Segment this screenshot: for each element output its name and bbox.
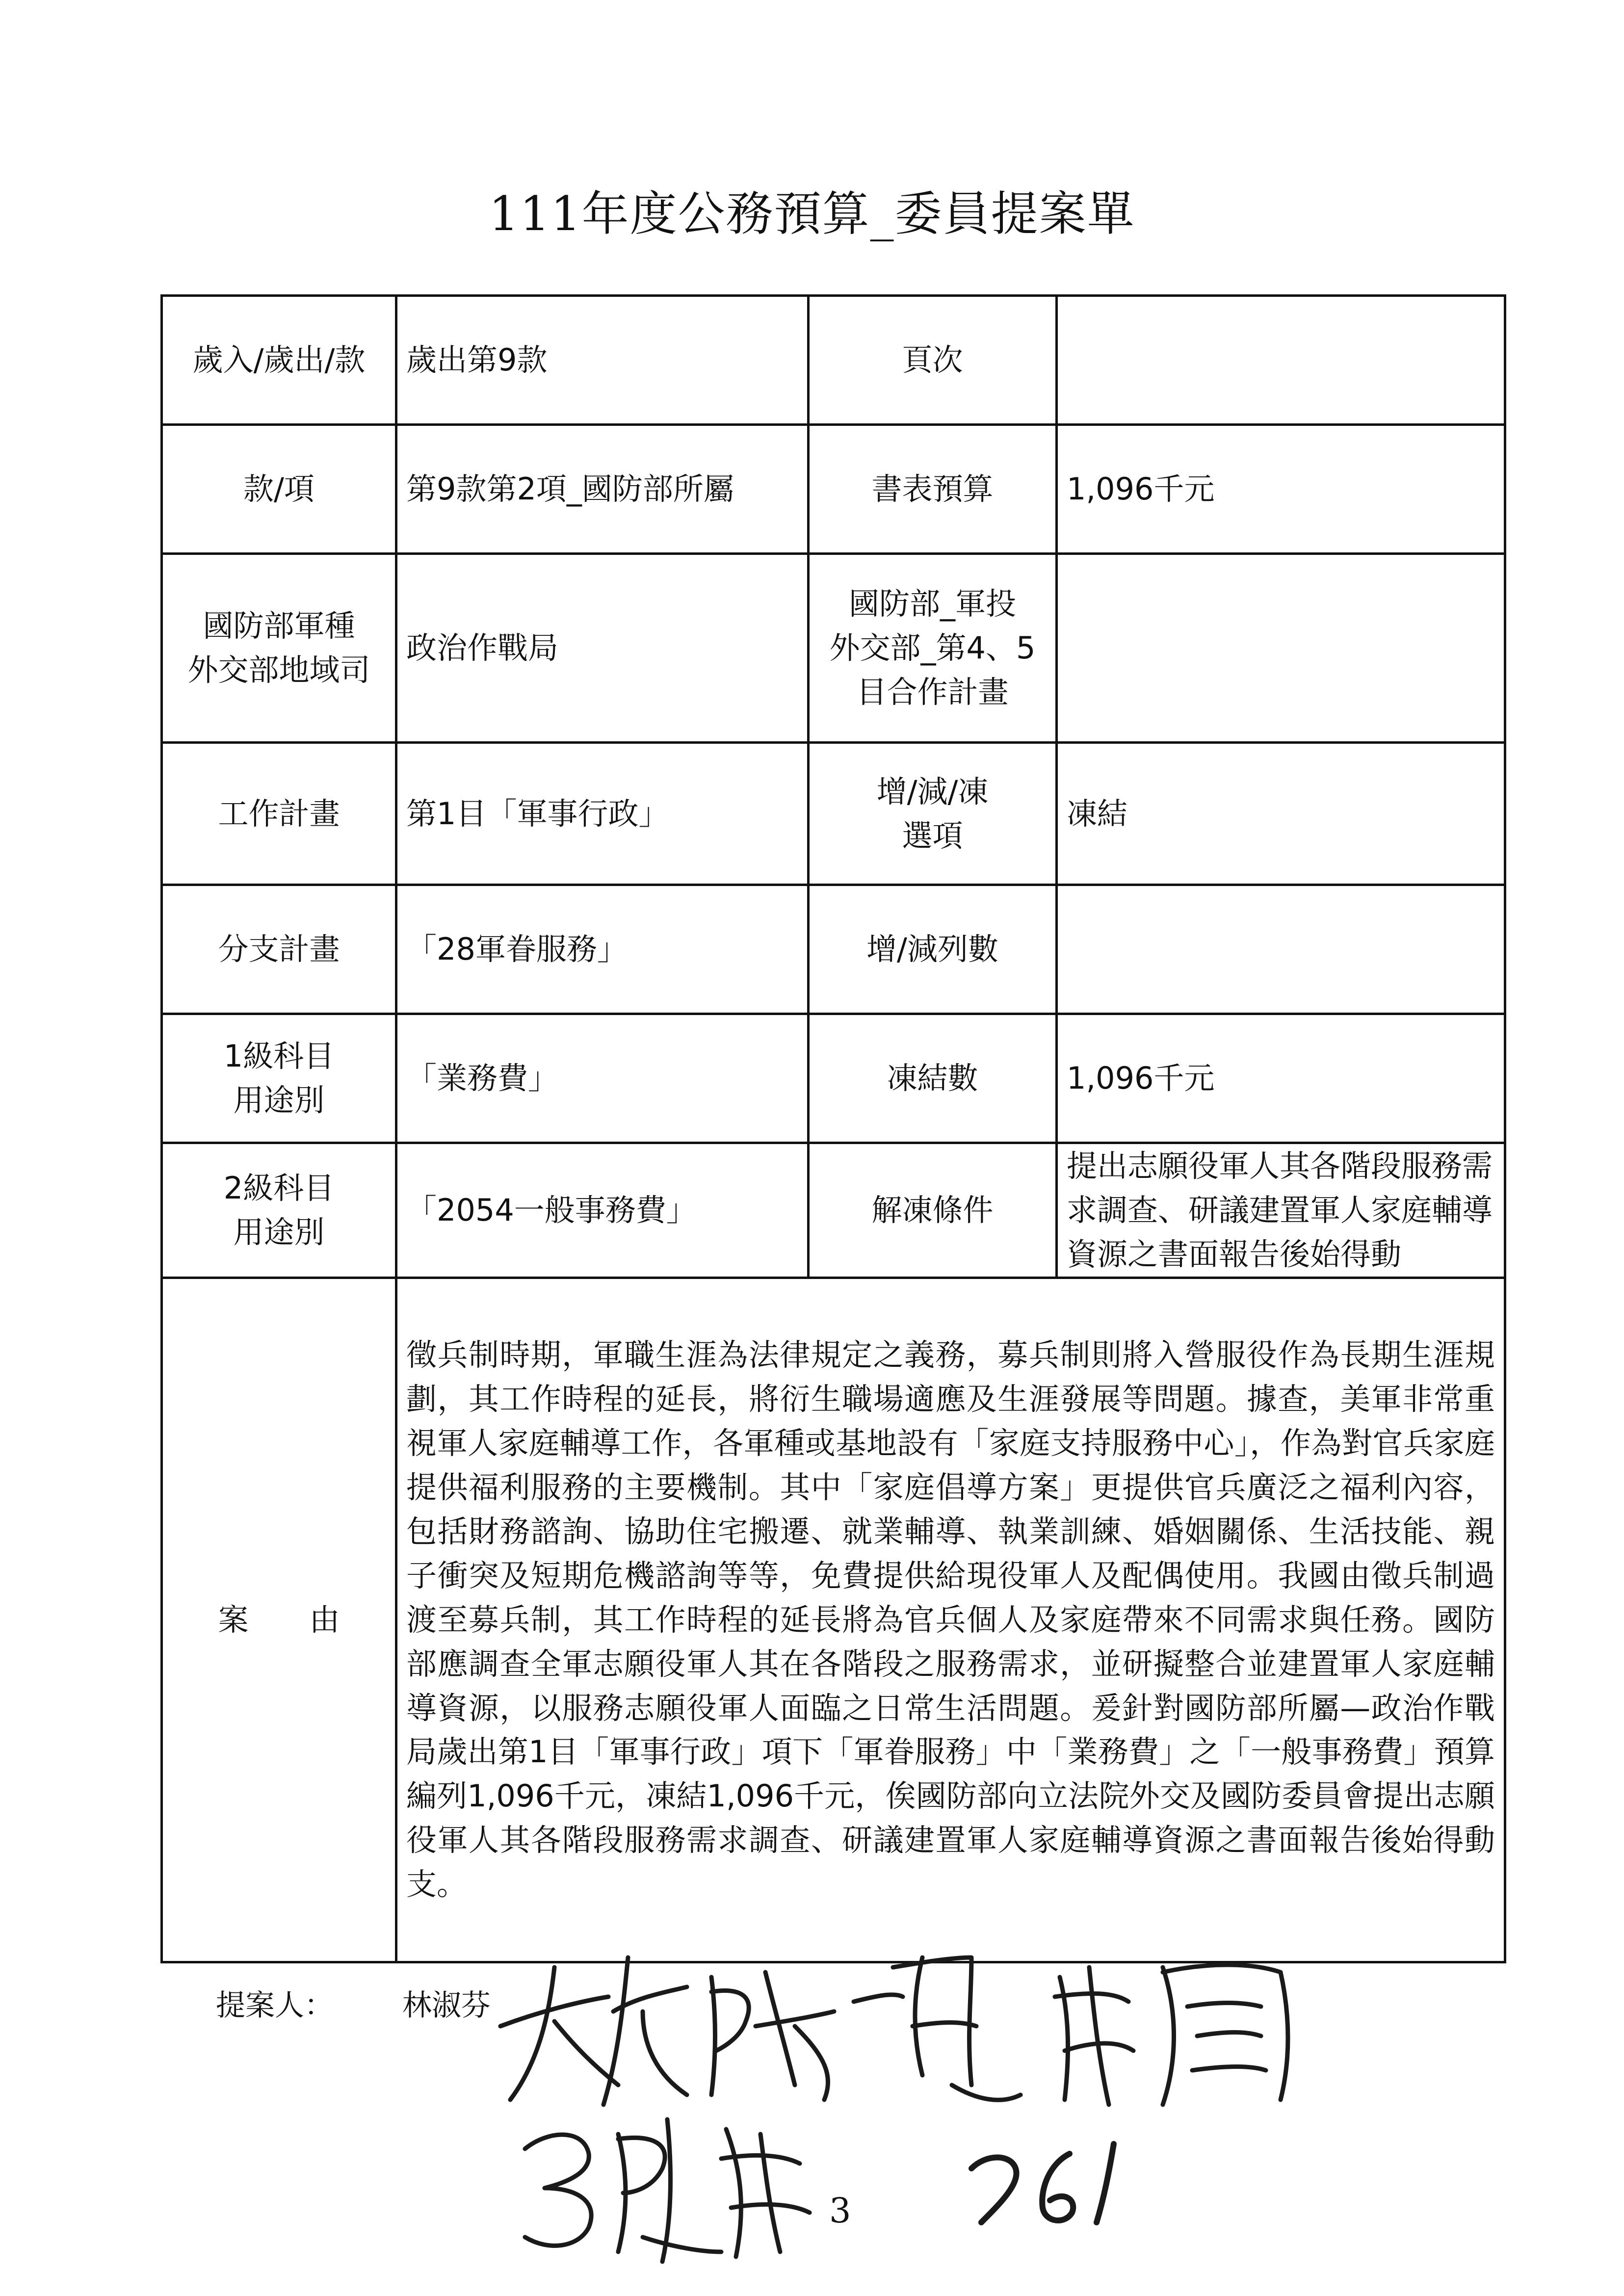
label-branch-plan: 分支計畫 xyxy=(162,885,396,1014)
label-work-plan: 工作計畫 xyxy=(162,743,396,885)
label-frozen-amount: 凍結數 xyxy=(809,1014,1057,1143)
label-page: 頁次 xyxy=(809,296,1057,425)
proposal-form-table xyxy=(160,294,1506,1963)
handwritten-initials xyxy=(505,2090,829,2286)
label-agency: 國防部軍種 外交部地域司 xyxy=(162,554,396,743)
value-adjust-amount xyxy=(1057,885,1505,1014)
proposer-name: 林淑芬 xyxy=(402,1988,491,2023)
form-row-budget-type xyxy=(162,296,1505,425)
reason-text: 徵兵制時期，軍職生涯為法律規定之義務，募兵制則將入營服役作為長期生涯規劃，其工作時程的延長，將衍生職場適應及生涯發展等問題。據查，美軍非常重視軍人家庭輔導工作，各軍種或基地設有「家庭支持服務中心」，作為對官兵家庭提供福利服務的主要機制。其中「家庭倡導方案」更提供官兵廣泛之福利內容，包括財務諮詢、協助住宅搬遷、就業輔導、執業訓練、婚姻關係、生活技能、親子衝突及短期危機諮詢等等，免費提供給現役軍人及配偶使用。我國由徵兵制過渡至募兵制，其工作時程的延長將為官兵個人及家庭帶來不同需求與任務。國防部應調查全軍志願役軍人其在各階段之服務需求，並研擬整合並建置軍人家庭輔導資源，以服務志願役軍人面臨之日常生活問題。爰針對國防部所屬—政治作戰局歲出第1目「軍事行政」項下「軍眷服務」中「業務費」之「一般事務費」預算編列1,096千元，凍結1,096千元，俟國防部向立法院外交及國防委員會提出志願役軍人其各階段服務需求調查、研議建置軍人家庭輔導資源之書面報告後始得動支。 xyxy=(396,1278,1505,1962)
label-unfreeze-condition: 解凍條件 xyxy=(809,1143,1057,1278)
label-cooperation-plan: 國防部_軍投 外交部_第4、5 目合作計畫 xyxy=(809,554,1057,743)
form-row-agency xyxy=(162,554,1505,743)
form-row-section xyxy=(162,425,1505,554)
form-row-work-plan xyxy=(162,743,1505,885)
label-reason: 案 由 xyxy=(162,1278,396,1962)
value-level2-item: 「2054一般事務費」 xyxy=(396,1143,809,1278)
value-budget-type: 歲出第9款 xyxy=(396,296,809,425)
form-row-level2-item xyxy=(162,1143,1505,1278)
handwritten-page-number xyxy=(962,2134,1128,2232)
value-work-plan: 第1目「軍事行政」 xyxy=(396,743,809,885)
label-level1-item: 1級科目 用途別 xyxy=(162,1014,396,1143)
page-number: 3 xyxy=(829,2191,851,2231)
proposer-label: 提案人： xyxy=(216,1988,334,2023)
value-unfreeze-condition: 提出志願役軍人其各階段服務需求調查、研議建置軍人家庭輔導資源之書面報告後始得動 xyxy=(1057,1143,1505,1278)
value-frozen-amount: 1,096千元 xyxy=(1057,1014,1505,1143)
label-budget-type: 歲入/歲出/款 xyxy=(162,296,396,425)
value-budget-amount: 1,096千元 xyxy=(1057,425,1505,554)
form-row-reason xyxy=(162,1278,1505,1962)
label-level2-item: 2級科目 用途別 xyxy=(162,1143,396,1278)
form-row-level1-item xyxy=(162,1014,1505,1143)
value-level1-item: 「業務費」 xyxy=(396,1014,809,1143)
document-title: 111年度公務預算_委員提案單 xyxy=(489,186,1135,241)
value-cooperation-plan xyxy=(1057,554,1505,743)
label-option: 增/減/凍 選項 xyxy=(809,743,1057,885)
label-adjust-amount: 增/減列數 xyxy=(809,885,1057,1014)
value-branch-plan: 「28軍眷服務」 xyxy=(396,885,809,1014)
value-option: 凍結 xyxy=(1057,743,1505,885)
form-row-branch-plan xyxy=(162,885,1505,1014)
value-section: 第9款第2項_國防部所屬 xyxy=(396,425,809,554)
label-section: 款/項 xyxy=(162,425,396,554)
label-budget-amount: 書表預算 xyxy=(809,425,1057,554)
value-agency: 政治作戰局 xyxy=(396,554,809,743)
value-page xyxy=(1057,296,1505,425)
